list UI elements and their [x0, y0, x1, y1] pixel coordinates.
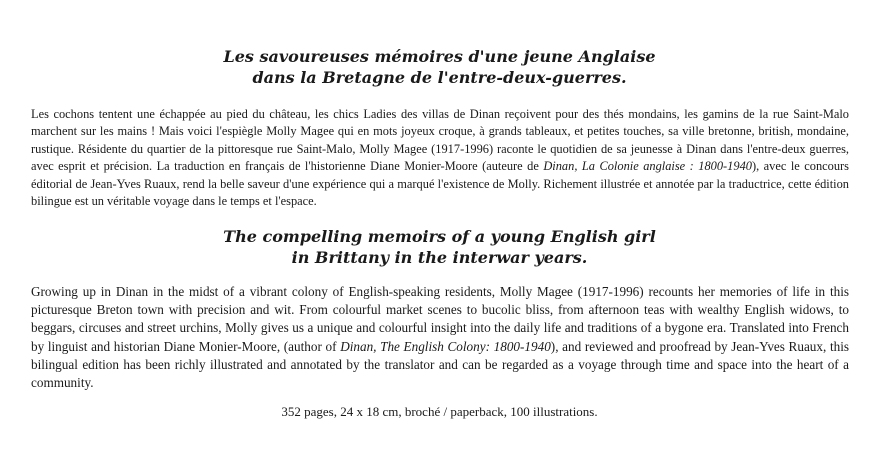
- french-title-line1: Les savoureuses mémoires d'une jeune Anglaise: [223, 47, 656, 66]
- french-title: [0, 46, 879, 88]
- english-book-reference: Dinan, The English Colony: 1800-1940: [340, 338, 551, 354]
- french-description: [31, 106, 849, 210]
- english-title: [0, 226, 879, 268]
- english-description-text-1: Growing up in Dinan in the midst of a vibrant colony of English-speaking residents, Molly Magee (1917-1996) recounts her memories of life in this picturesque Breton town with precision and wit. From colourful market scenes to bucolic bliss, from afternoon teas with wealthy English widows, to beggars, circuses and street urchins, Molly gives us a unique and colourful insight into the daily life and traditions of a bygone era. Translated into French by linguist and historian Diane Monier-Moore, (author of: [31, 284, 849, 354]
- english-title-line2: in Brittany in the interwar years.: [291, 248, 588, 267]
- english-title-line1: The compelling memoirs of a young English girl: [223, 227, 656, 246]
- french-description-text-1: Les cochons tentent une échappée au pied du château, les chics Ladies des villas de Dinan reçoivent pour des thés mondains, les gamins de la rue Saint-Malo marchent sur les mains ! Mais voici l'espiègle Molly Magee qui en mots joyeux croque, à grands tableaux, et petites touches, sa ville bretonne, british, mondaine, rustique. Résidente du quartier de la pittoresque rue Saint-Malo, Molly Magee (1917-1996) raconte le quotidien de sa jeunesse à Dinan dans l'entre-deux guerres, avec esprit et précision. La traduction en français de l'historienne Diane Monier-Moore (auteure de: [31, 107, 849, 174]
- english-description-text-2: ), and reviewed and proofread by Jean-Yves Ruaux, this bilingual edition has been richly illustrated and annotated by the translator and can be regarded as a voyage through time and space into the heart of a community.: [31, 338, 849, 391]
- french-description-text-2: ), avec le concours éditorial de Jean-Yves Ruaux, rend la belle saveur d'une expérience qui a marqué l'existence de Molly. Richement illustrée et annotée par la traductrice, cette édition bilingue est un véritable voyage dans le temps et l'espace.: [31, 159, 850, 209]
- english-description: [31, 283, 849, 392]
- book-details: 352 pages, 24 x 18 cm, broché / paperback, 100 illustrations.: [281, 404, 598, 419]
- french-title-line2: dans la Bretagne de l'entre-deux-guerres.: [252, 68, 627, 87]
- french-book-reference: Dinan, La Colonie anglaise : 1800-1940: [543, 159, 752, 174]
